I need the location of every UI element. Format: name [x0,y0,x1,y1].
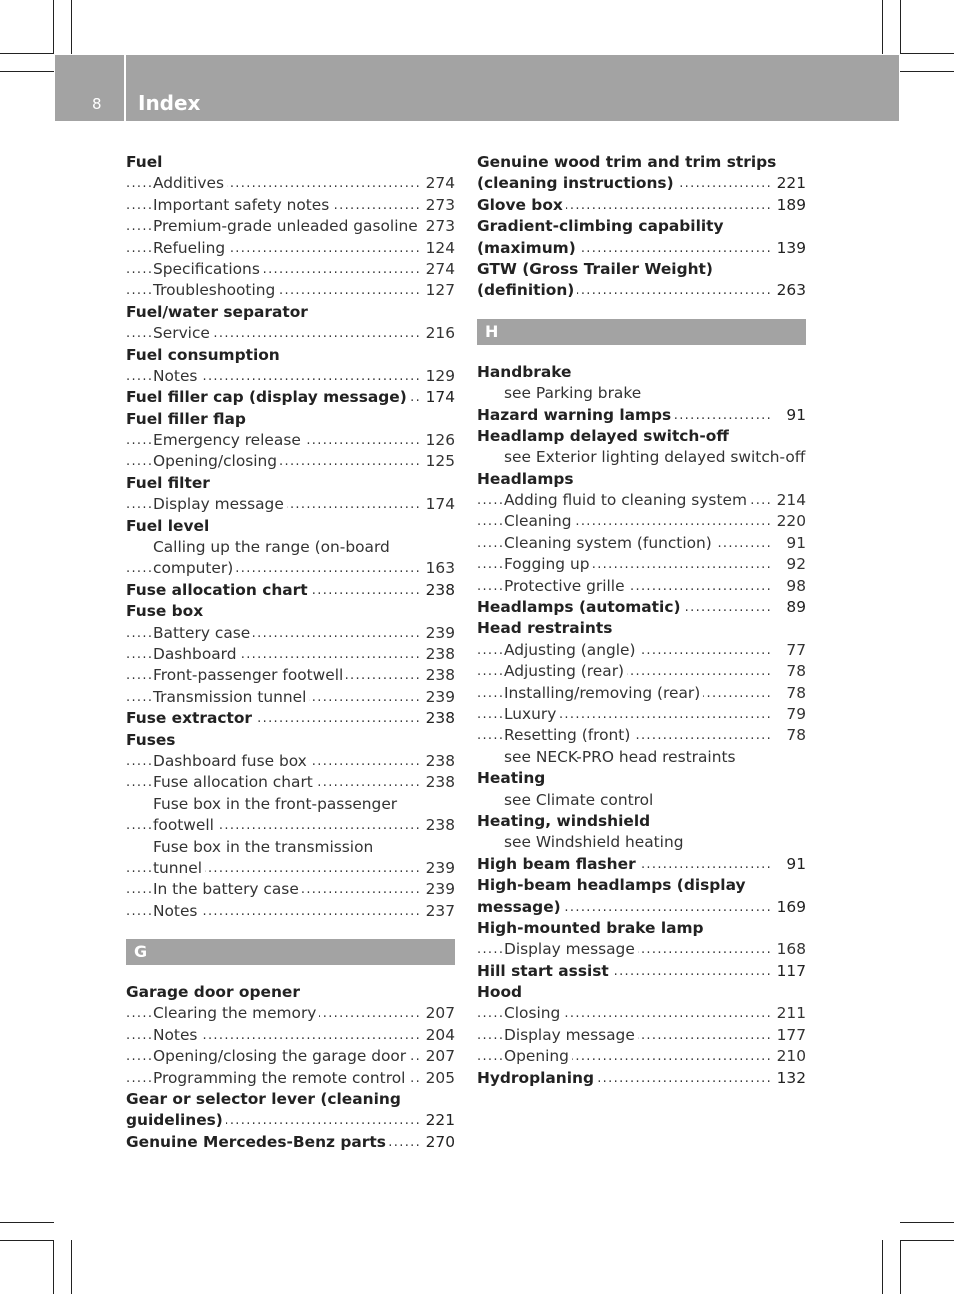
entry-text: footwell [153,816,217,834]
index-entry [126,982,455,1003]
page-reference: 239 [420,879,455,900]
crop-mark [900,0,901,54]
index-entry [477,216,806,237]
index-subentry [477,683,806,704]
index-subentry [126,173,455,194]
index-column-left [126,152,455,1153]
index-entry [477,961,806,982]
entry-text: Display message [504,940,638,958]
entry-text: Installing/removing (rear) [504,684,703,702]
page-reference: 79 [780,704,806,725]
page-reference: 124 [420,238,455,259]
entry-text: Headlamps (automatic) [477,598,683,616]
crop-mark [0,1222,54,1223]
index-subentry [126,216,455,237]
index-subentry [477,1046,806,1067]
entry-text: Fuel/water separator [126,303,311,321]
entry-text: Dashboard [153,645,240,663]
page-reference: 270 [420,1132,455,1153]
entry-text: Cleaning [504,512,574,530]
entry-text: Hydroplaning [477,1069,597,1087]
index-subentry [477,1003,806,1024]
index-subentry [477,533,806,554]
section-letter-header: H [477,319,806,345]
entry-text: Hazard warning lamps [477,406,674,424]
index-subentry [126,901,455,922]
entry-text: Opening [504,1047,572,1065]
entry-text: Fuse box in the transmission [153,838,376,856]
entry-text: Battery case [153,624,253,642]
crop-mark [0,71,54,72]
entry-text: see Parking brake [504,384,644,402]
index-entry [477,897,806,918]
index-subentry [477,747,806,768]
index-entry [126,516,455,537]
index-column-right [477,152,806,1089]
entry-text: GTW (Gross Trailer Weight) [477,260,716,278]
entry-text: Notes [153,1026,200,1044]
index-subentry [126,794,455,815]
page-reference: 238 [420,751,455,772]
index-subentry [126,751,455,772]
entry-text: Fuel filter [126,474,213,492]
entry-text: guidelines) [126,1111,226,1129]
index-entry [126,409,455,430]
index-entry [477,854,806,875]
entry-text: Display message [504,1026,638,1044]
index-subentry [477,447,806,468]
index-subentry [126,1046,455,1067]
entry-text: High-mounted brake lamp [477,919,707,937]
entry-text: Transmission tunnel [153,688,309,706]
index-subentry [477,511,806,532]
entry-text: Fuel filler flap [126,410,249,428]
page-reference: 91 [780,405,806,426]
index-entry [477,280,806,301]
page-reference: 174 [420,494,455,515]
index-subentry [126,1068,455,1089]
page-reference: 214 [771,490,806,511]
index-subentry [477,640,806,661]
entry-text: Fuel filler cap (display message) [126,388,410,406]
page-reference: 129 [420,366,455,387]
page-reference: 125 [420,451,455,472]
index-entry [477,362,806,383]
entry-text: (definition) [477,281,577,299]
index-subentry [126,451,455,472]
index-subentry [126,323,455,344]
page-reference: 126 [420,430,455,451]
entry-text: Fuel level [126,517,212,535]
entry-text: Additives [153,174,227,192]
crop-mark [900,71,954,72]
index-subentry [126,537,455,558]
entry-text: Adding fluid to cleaning system [504,491,750,509]
page-reference: 211 [771,1003,806,1024]
index-subentry [477,490,806,511]
page-reference: 238 [420,815,455,836]
index-entry [477,238,806,259]
index-subentry [126,280,455,301]
index-entry [477,918,806,939]
entry-text: see Exterior lighting delayed switch-off [504,448,808,466]
index-entry [126,708,455,729]
page-reference: 139 [771,238,806,259]
entry-text: Heating, windshield [477,812,653,830]
crop-mark [882,0,883,54]
index-entry [126,345,455,366]
page-number: 8 [92,95,102,113]
page-reference: 177 [771,1025,806,1046]
index-subentry [126,858,455,879]
entry-text: message) [477,898,564,916]
index-subentry [477,383,806,404]
page-reference: 205 [420,1068,455,1089]
entry-text: Garage door opener [126,983,303,1001]
entry-text: Hood [477,983,525,1001]
page-reference: 221 [420,1110,455,1131]
index-subentry [477,704,806,725]
page-reference: 207 [420,1046,455,1067]
index-subentry [126,558,455,579]
entry-text: Fuses [126,731,178,749]
crop-mark [0,1240,54,1241]
entry-text: Resetting (front) [504,726,633,744]
page-reference: 127 [420,280,455,301]
page-reference: 238 [420,580,455,601]
entry-text: (cleaning instructions) [477,174,677,192]
entry-text: In the battery case [153,880,302,898]
index-subentry [477,576,806,597]
page-reference: 238 [420,644,455,665]
index-entry [126,152,455,173]
entry-text: Fuse box [126,602,206,620]
crop-mark [882,1240,883,1294]
entry-text: Genuine Mercedes-Benz parts [126,1133,389,1151]
entry-text: Display message [153,495,287,513]
entry-text: Notes [153,902,200,920]
index-subentry [477,939,806,960]
crop-mark [900,1240,954,1241]
entry-text: Adjusting (rear) [504,662,627,680]
page-reference: 221 [771,173,806,194]
page-reference: 216 [420,323,455,344]
page-reference: 239 [420,623,455,644]
index-subentry [126,644,455,665]
entry-text: Refueling [153,239,228,257]
entry-text: Front-passenger footwell [153,666,346,684]
entry-text: see Windshield heating [504,833,686,851]
entry-text: Cleaning system (function) [504,534,715,552]
page-title: Index [138,91,201,115]
index-subentry [477,554,806,575]
page-reference: 273 [420,216,455,237]
page-reference: 207 [420,1003,455,1024]
entry-text: Hill start assist [477,962,612,980]
entry-text: Specifications [153,260,263,278]
entry-text: Fogging up [504,555,592,573]
index-subentry [126,687,455,708]
page-reference: 238 [420,665,455,686]
index-entry [477,405,806,426]
page-reference: 78 [780,725,806,746]
entry-text: Head restraints [477,619,615,637]
entry-text: Fuse box in the front-passenger [153,795,400,813]
page-reference: 210 [771,1046,806,1067]
entry-text: Heating [477,769,548,787]
header-divider [124,55,126,121]
page-reference: 274 [420,173,455,194]
entry-text: Notes [153,367,200,385]
index-subentry [477,725,806,746]
index-subentry [477,661,806,682]
index-entry [477,597,806,618]
index-subentry [126,259,455,280]
index-subentry [126,494,455,515]
entry-text: Emergency release [153,431,304,449]
entry-text: Protective grille [504,577,628,595]
entry-text: Programming the remote control [153,1069,408,1087]
index-subentry [126,1025,455,1046]
page-reference: 89 [780,597,806,618]
page-reference: 78 [780,683,806,704]
crop-mark [900,1222,954,1223]
index-subentry [126,879,455,900]
entry-text: Opening/closing [153,452,280,470]
index-entry [126,473,455,494]
page-reference: 274 [420,259,455,280]
index-subentry [126,772,455,793]
crop-mark [0,53,54,54]
index-entry [477,875,806,896]
entry-text: Glove box [477,196,566,214]
index-subentry [126,1003,455,1024]
page-reference: 91 [780,533,806,554]
entry-text: High-beam headlamps (display [477,876,749,894]
entry-text: Important safety notes [153,196,332,214]
index-subentry [126,195,455,216]
entry-text: tunnel [153,859,205,877]
entry-text: Headlamp delayed switch-off [477,427,732,445]
page-reference: 239 [420,858,455,879]
page-reference: 168 [771,939,806,960]
index-entry [477,195,806,216]
index-entry [126,580,455,601]
page-reference: 238 [420,772,455,793]
index-subentry [126,430,455,451]
index-entry [126,730,455,751]
page-header [55,55,899,121]
crop-mark [71,1240,72,1294]
index-entry [477,469,806,490]
entry-text: (maximum) [477,239,579,257]
index-subentry [126,815,455,836]
entry-text: Service [153,324,213,342]
page-reference: 273 [420,195,455,216]
entry-text: Genuine wood trim and trim strips [477,153,779,171]
entry-text: Fuse allocation chart [153,773,316,791]
entry-text: computer) [153,559,236,577]
entry-text: Troubleshooting [153,281,278,299]
entry-text: Fuel [126,153,165,171]
crop-mark [71,0,72,54]
index-subentry [126,366,455,387]
entry-text: Fuse extractor [126,709,255,727]
index-entry [126,1132,455,1153]
page-reference: 92 [780,554,806,575]
page-reference: 77 [780,640,806,661]
page-reference: 91 [780,854,806,875]
index-entry [126,1110,455,1131]
entry-text: Calling up the range (on-board [153,538,393,556]
section-letter-header: G [126,939,455,965]
entry-text: Fuse allocation chart [126,581,311,599]
entry-text: Adjusting (angle) [504,641,639,659]
page-reference: 98 [780,576,806,597]
page-reference: 163 [420,558,455,579]
page-reference: 78 [780,661,806,682]
entry-text: High beam flasher [477,855,639,873]
entry-text: see NECK-PRO head restraints [504,748,739,766]
page-reference: 169 [771,897,806,918]
entry-text: Handbrake [477,363,575,381]
page-reference: 117 [771,961,806,982]
crop-mark [53,0,54,54]
page-reference: 238 [420,708,455,729]
index-entry [477,982,806,1003]
index-subentry [126,238,455,259]
index-entry [477,259,806,280]
entry-text: Opening/closing the garage door [153,1047,409,1065]
index-subentry [477,832,806,853]
index-entry [477,173,806,194]
index-entry [477,1068,806,1089]
index-entry [126,601,455,622]
index-entry [126,302,455,323]
index-subentry [126,623,455,644]
index-entry [477,152,806,173]
index-subentry [126,837,455,858]
entry-text: Closing [504,1004,563,1022]
page-reference: 220 [771,511,806,532]
index-entry [477,811,806,832]
index-entry [477,426,806,447]
entry-text: Headlamps [477,470,577,488]
entry-text: see Climate control [504,791,656,809]
page-reference: 189 [771,195,806,216]
index-subentry [126,665,455,686]
index-entry [477,618,806,639]
index-subentry [477,1025,806,1046]
index-entry [126,387,455,408]
entry-text: Fuel consumption [126,346,283,364]
crop-mark [53,1240,54,1294]
index-entry [126,1089,455,1110]
entry-text: Gear or selector lever (cleaning [126,1090,404,1108]
entry-text: Dashboard fuse box [153,752,310,770]
page-reference: 263 [771,280,806,301]
page-reference: 204 [420,1025,455,1046]
entry-text: Premium-grade unleaded gasoline [153,217,421,235]
crop-mark [900,1240,901,1294]
page-reference: 132 [771,1068,806,1089]
entry-text: Clearing the memory [153,1004,319,1022]
page-reference: 239 [420,687,455,708]
index-entry [477,768,806,789]
entry-text: Gradient-climbing capability [477,217,727,235]
page-reference: 237 [420,901,455,922]
index-subentry [477,790,806,811]
page-reference: 174 [420,387,455,408]
entry-text: Luxury [504,705,559,723]
crop-mark [900,53,954,54]
